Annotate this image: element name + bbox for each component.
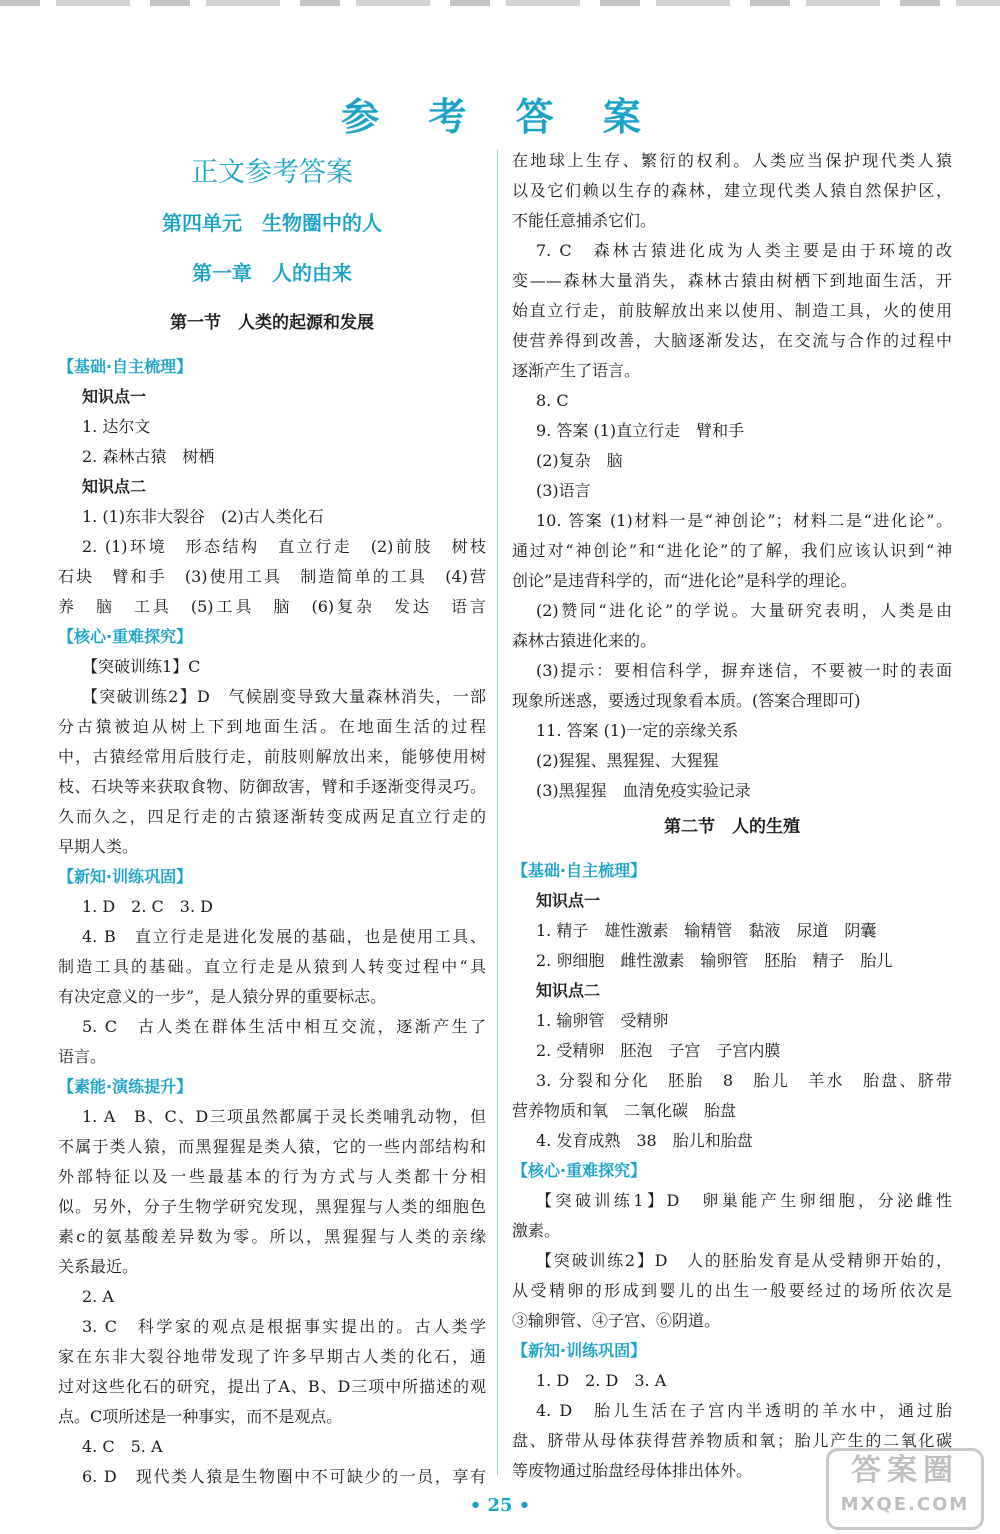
answer-line: 知识点一 — [82, 387, 147, 406]
answer-line: 4. D 胎儿生活在子宫内半透明的羊水中，通过胎 — [536, 1401, 952, 1420]
answer-line: 养 脑 工具 (5)工具 脑 (6)复杂 发达 语言 — [58, 597, 486, 616]
answer-line: (2)赞同“进化论”的学说。大量研究表明，人类是由 — [536, 601, 952, 620]
answer-line: 有决定意义的一步”，是人猿分界的重要标志。 — [58, 987, 387, 1006]
answer-line: 使营养得到改善，大脑逐渐发达，在交流与合作的过程中 — [512, 331, 952, 350]
answer-line: 久而久之，四足行走的古猿逐渐转变成两足直立行走的 — [58, 807, 486, 826]
answer-line: 制造工具的基础。直立行走是从猿到人转变过程中“具 — [58, 957, 486, 976]
answer-line: 通过对“神创论”和“进化论”的了解，我们应该认识到“神 — [512, 541, 952, 560]
answer-line: 石块 臂和手 (3)使用工具 制造简单的工具 (4)营 — [58, 567, 486, 586]
answer-line: 点。C项所述是一种事实，而不是观点。 — [58, 1407, 343, 1426]
answer-line: 8. C — [536, 391, 569, 410]
answer-line: 【突破训练2】D 人的胚胎发育是从受精卵开始的， — [536, 1251, 952, 1270]
watermark-logo — [826, 1448, 984, 1530]
answer-line: 3. C 科学家的观点是根据事实提出的。古人类学 — [82, 1317, 486, 1336]
section-heading: 第一章 人的由来 — [192, 261, 352, 285]
scan-top-edge — [0, 0, 1000, 6]
answer-line: 变——森林大量消失，森林古猿由树栖下到地面生活，开 — [512, 271, 952, 290]
answer-line: 2. 受精卵 胚泡 子宫 子宫内膜 — [536, 1041, 781, 1060]
answer-line: 现象所迷惑，要透过现象看本质。(答案合理即可) — [512, 691, 861, 710]
answer-line: 3. 分裂和分化 胚胎 8 胎儿 羊水 胎盘、脐带 — [536, 1071, 952, 1090]
answer-line: 5. C 古人类在群体生活中相互交流，逐渐产生了 — [82, 1017, 486, 1036]
answer-line: 4. 发育成熟 38 胎儿和胎盘 — [536, 1131, 753, 1150]
section-tag: 【核心·重难探究】 — [58, 627, 193, 646]
answer-line: (3)黑猩猩 血清免疫实验记录 — [536, 781, 751, 800]
section-tag: 【基础·自主梳理】 — [58, 357, 193, 376]
answer-line: 语言。 — [58, 1047, 107, 1066]
answer-line: 外部特征以及一些最基本的行为方式与人类都十分相 — [58, 1167, 486, 1186]
section-heading: 正文参考答案 — [191, 157, 353, 188]
answer-line: 早期人类。 — [58, 837, 139, 856]
answer-line: 2. A — [82, 1287, 114, 1306]
section-tag: 【基础·自主梳理】 — [512, 861, 647, 880]
answer-line: 1. 精子 雄性激素 输精管 黏液 尿道 阴囊 — [536, 921, 877, 940]
answer-line: 1. 输卵管 受精卵 — [536, 1011, 669, 1030]
answer-line: 9. 答案 (1)直立行走 臂和手 — [536, 421, 745, 440]
answer-line: 等废物通过胎盘经母体排出体外。 — [512, 1461, 753, 1480]
answer-line: 11. 答案 (1)一定的亲缘关系 — [536, 721, 739, 740]
answer-line: 1. D 2. C 3. D — [82, 897, 213, 916]
answer-line: 2. 森林古猿 树栖 — [82, 447, 215, 466]
section-tag: 【新知·训练巩固】 — [512, 1341, 647, 1360]
section-tag: 【核心·重难探究】 — [512, 1161, 647, 1180]
section-heading: 第二节 人的生殖 — [664, 817, 800, 837]
answer-line: (2)猩猩、黑猩猩、大猩猩 — [536, 751, 719, 770]
answer-line: 关系最近。 — [58, 1257, 139, 1276]
answer-line: 从受精卵的形成到婴儿的出生一般要经过的场所依次是 — [512, 1281, 952, 1300]
answer-line: 盘、脐带从母体获得营养物质和氧；胎儿产生的二氧化碳 — [512, 1431, 952, 1450]
answer-line: 营养物质和氧 二氧化碳 胎盘 — [512, 1101, 737, 1120]
answer-line: 4. C 5. A — [82, 1437, 163, 1456]
answer-line: 逐渐产生了语言。 — [512, 361, 641, 380]
answer-line: 以及它们赖以生存的森林，建立现代类人猿自然保护区， — [512, 181, 952, 200]
page-title: 参 考 答 案 — [341, 95, 659, 139]
answer-line: 似。另外，分子生物学研究发现，黑猩猩与人类的细胞色 — [58, 1197, 486, 1216]
answer-line: 素c的氨基酸差异数为零。所以，黑猩猩与人类的亲缘 — [58, 1227, 486, 1246]
section-heading: 第一节 人类的起源和发展 — [170, 313, 374, 333]
section-tag: 【新知·训练巩固】 — [58, 867, 193, 886]
answer-line: 2. (1)环境 形态结构 直立行走 (2)前肢 树枝 — [82, 537, 486, 556]
answer-line: 枝、石块等来获取食物、防御敌害，臂和手逐渐变得灵巧。 — [58, 777, 486, 796]
watermark-text-en: MXQE.COM — [840, 1494, 970, 1515]
answer-line: 知识点二 — [82, 477, 147, 496]
right-column — [512, 146, 952, 1486]
answer-line: 1. (1)东非大裂谷 (2)古人类化石 — [82, 507, 324, 526]
answer-line: (3)语言 — [536, 481, 591, 500]
answer-line: 知识点一 — [536, 891, 601, 910]
answer-line: 森林古猿进化来的。 — [512, 631, 657, 650]
answer-line: 【突破训练1】C — [82, 657, 201, 676]
answer-line: 不属于类人猿，而黑猩猩是类人猿，它的一些内部结构和 — [58, 1137, 486, 1156]
answer-line: 【突破训练1】D 卵巢能产生卵细胞，分泌雌性 — [536, 1191, 952, 1210]
answer-line: 分古猿被迫从树上下到地面生活。在地面生活的过程 — [58, 717, 486, 736]
watermark-text-cn: 答案圈 — [851, 1453, 959, 1488]
answer-line: 过对这些化石的研究，提出了A、B、D三项中所描述的观 — [58, 1377, 486, 1396]
answer-line: 创论”是违背科学的，而“进化论”是科学的理论。 — [512, 571, 857, 590]
section-heading: 第四单元 生物圈中的人 — [162, 211, 382, 235]
answer-line: 1. D 2. D 3. A — [536, 1371, 667, 1390]
answer-line: (3)提示：要相信科学，摒弃迷信，不要被一时的表面 — [536, 661, 952, 680]
answer-line: ③输卵管、④子宫、⑥阴道。 — [512, 1311, 721, 1330]
answer-line: 10. 答案 (1)材料一是“神创论”；材料二是“进化论”。 — [536, 511, 952, 530]
answer-line: 1. 达尔文 — [82, 417, 151, 436]
page-number: • 25 • — [469, 1495, 531, 1516]
answer-line: 1. A B、C、D三项虽然都属于灵长类哺乳动物，但 — [82, 1107, 486, 1126]
answer-line: 家在东非大裂谷地带发现了许多早期古人类的化石，通 — [58, 1347, 486, 1366]
answer-line: 始直立行走，前肢解放出来以使用、制造工具，火的使用 — [512, 301, 952, 320]
answer-line: 中，古猿经常用后肢行走，前肢则解放出来，能够使用树 — [58, 747, 486, 766]
answer-line: 不能任意捕杀它们。 — [512, 211, 657, 230]
answer-line: 4. B 直立行走是进化发展的基础，也是使用工具、 — [82, 927, 486, 946]
answer-line: 在地球上生存、繁衍的权利。人类应当保护现代类人猿 — [512, 151, 952, 170]
answer-line: 7. C 森林古猿进化成为人类主要是由于环境的改 — [536, 241, 952, 260]
left-column — [58, 150, 486, 1492]
answer-line: 2. 卵细胞 雌性激素 输卵管 胚胎 精子 胎儿 — [536, 951, 893, 970]
answer-line: (2)复杂 脑 — [536, 451, 623, 470]
answer-line: 6. D 现代类人猿是生物圈中不可缺少的一员，享有 — [82, 1467, 486, 1486]
section-tag: 【素能·演练提升】 — [58, 1077, 193, 1096]
column-divider — [497, 150, 498, 1475]
answer-line: 【突破训练2】D 气候剧变导致大量森林消失，一部 — [82, 687, 486, 706]
answer-line: 激素。 — [512, 1221, 561, 1240]
answer-line: 知识点二 — [536, 981, 601, 1000]
